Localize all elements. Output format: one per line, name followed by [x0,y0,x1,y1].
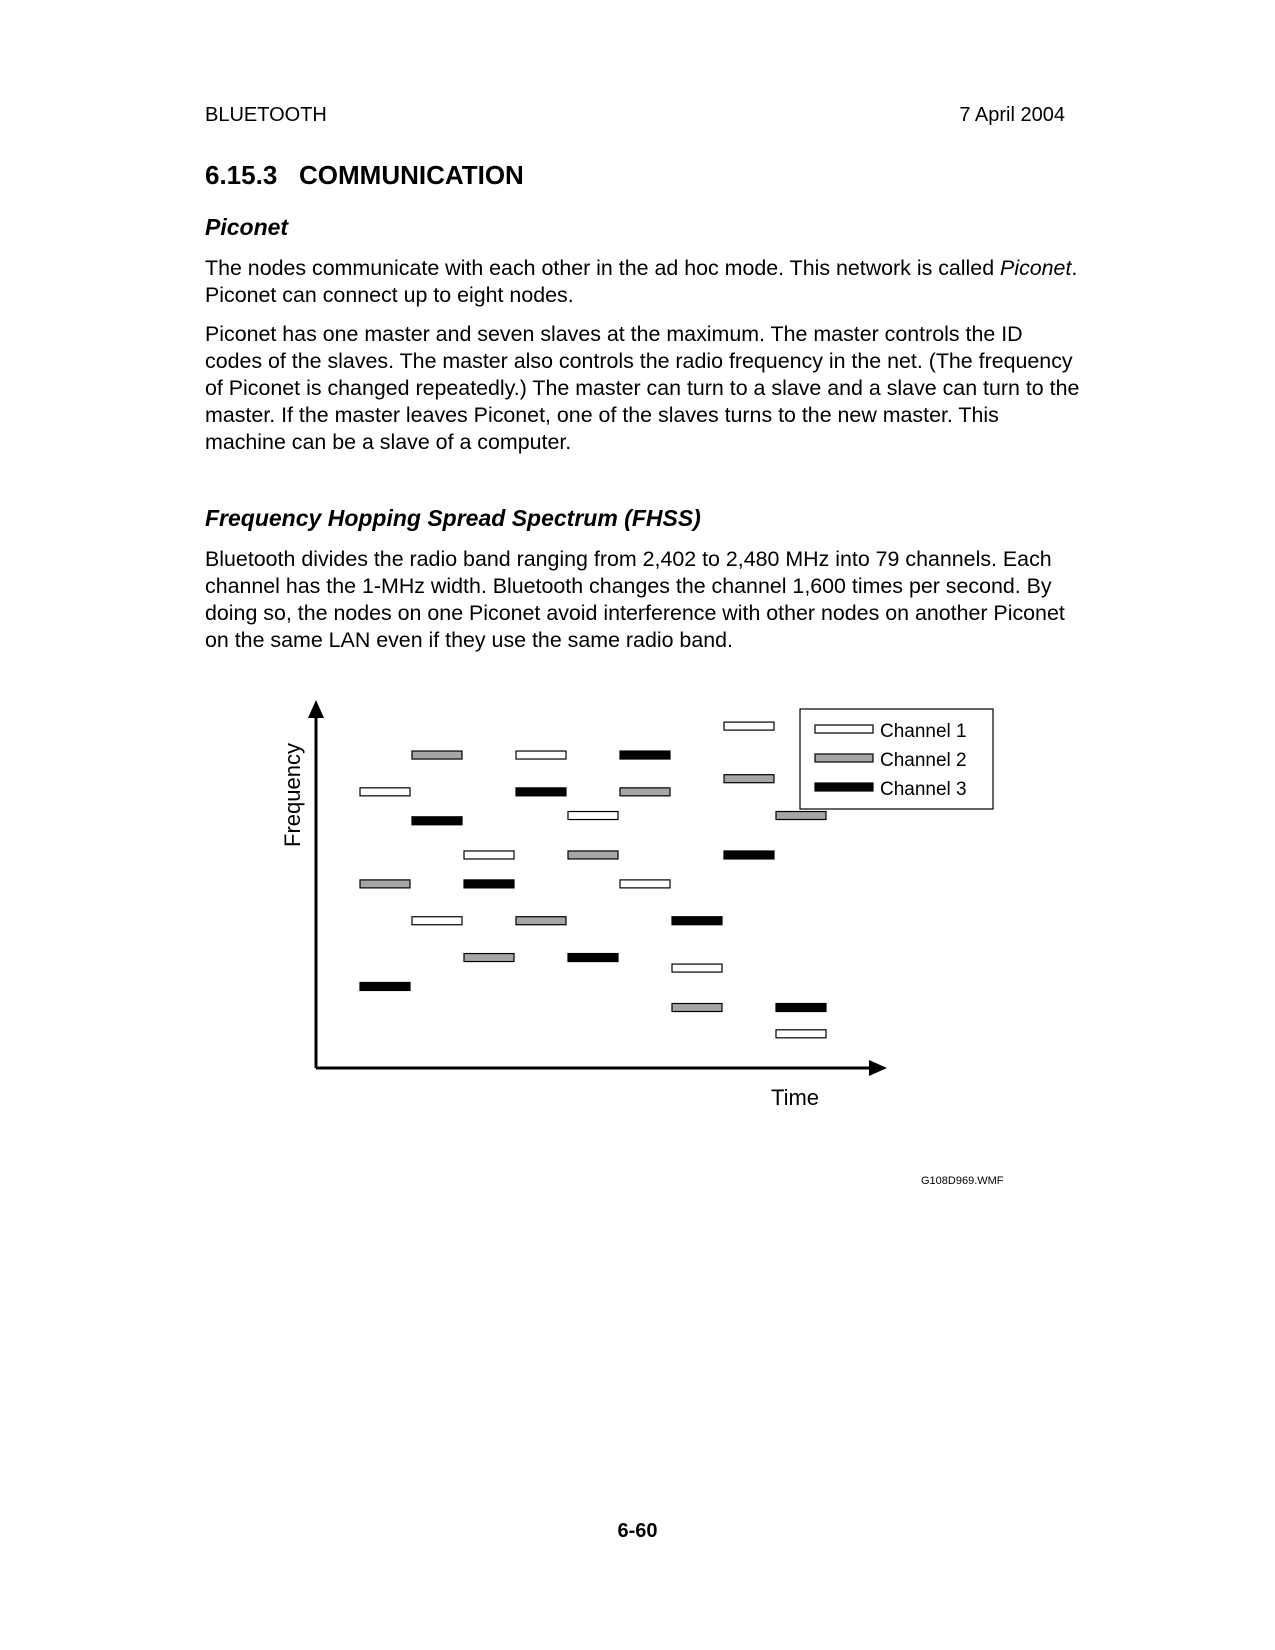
piconet-paragraph-2: Piconet has one master and seven slaves at the maximum. The master controls the ID codes of the slaves. The master also controls the radio frequency in the net. (The frequency of Piconet is changed repeatedly.) The master can turn to a slave and a slave can turn to the master. If the master leaves Piconet, one of the slaves turns to the new master. This machine can be a slave of a computer. [205,322,1080,454]
legend-swatch-channel-2 [815,754,873,762]
page-number: 6-60 [617,1520,658,1542]
hop-channel-3-slot-6 [620,751,670,759]
legend-swatch-channel-1 [815,725,873,733]
piconet-heading: Piconet [205,214,289,240]
legend-label-channel-1: Channel 1 [880,721,967,742]
x-axis-label: Time [770,1085,820,1110]
piconet-p1-text-end: . Piconet can connect up to eight nodes. [205,256,1078,307]
hop-channel-1-slot-3 [464,851,514,859]
x-axis-arrow-icon [869,1060,887,1076]
section-title: COMMUNICATION [299,160,524,190]
piconet-term: Piconet [1000,256,1072,280]
hop-channel-3-slot-1 [360,982,410,990]
legend-label-channel-3: Channel 3 [880,779,967,800]
hop-channel-2-slot-6 [620,788,670,796]
hop-channel-1-slot-4 [516,751,566,759]
hop-channel-1-slot-8 [724,722,774,730]
hop-channel-1-slot-9 [776,1030,826,1038]
y-axis-arrow-icon [308,700,324,718]
hop-channel-2-slot-1 [360,880,410,888]
hop-channel-3-slot-9 [776,1004,826,1012]
figure-file-id: G108D969.WMF [921,1175,1004,1187]
hop-channel-2-slot-2 [412,751,462,759]
hop-channel-2-slot-8 [724,775,774,783]
legend-swatch-channel-3 [815,783,873,791]
legend [800,709,993,809]
running-header-title: BLUETOOTH [205,104,327,126]
hop-channel-1-slot-7 [672,964,722,972]
y-axis-label: Frequency [280,743,305,847]
hop-channel-3-slot-7 [672,917,722,925]
hop-channel-3-slot-3 [464,880,514,888]
hop-channel-1-slot-6 [620,880,670,888]
fhss-diagram [270,695,1010,1120]
hop-channel-1-slot-5 [568,812,618,820]
legend-label-channel-2: Channel 2 [880,750,967,771]
piconet-paragraph-1 [205,255,1085,309]
hop-channel-2-slot-9 [776,812,826,820]
running-header-date: 7 April 2004 [959,104,1065,126]
section-heading [205,160,524,191]
hop-channel-3-slot-5 [568,954,618,962]
hop-channel-2-slot-4 [516,917,566,925]
hop-channel-2-slot-7 [672,1004,722,1012]
hop-channel-3-slot-2 [412,817,462,825]
hop-channel-1-slot-2 [412,917,462,925]
hop-channel-2-slot-3 [464,954,514,962]
hop-channel-3-slot-8 [724,851,774,859]
piconet-p1-text: The nodes communicate with each other in the ad hoc mode. This network is called [205,256,1001,280]
fhss-heading: Frequency Hopping Spread Spectrum (FHSS) [205,505,701,531]
hop-slots [360,722,826,1038]
hop-channel-2-slot-5 [568,851,618,859]
hop-channel-3-slot-4 [516,788,566,796]
hop-channel-1-slot-1 [360,788,410,796]
section-number: 6.15.3 [205,160,278,190]
fhss-paragraph: Bluetooth divides the radio band ranging from 2,402 to 2,480 MHz into 79 channels. Each channel has the 1-MHz width. Bluetooth changes the channel 1,600 times per second. By doing so, the nodes on one Piconet avoid interference with other nodes on another Piconet on the same LAN even if they use the same radio band. [205,547,1065,652]
